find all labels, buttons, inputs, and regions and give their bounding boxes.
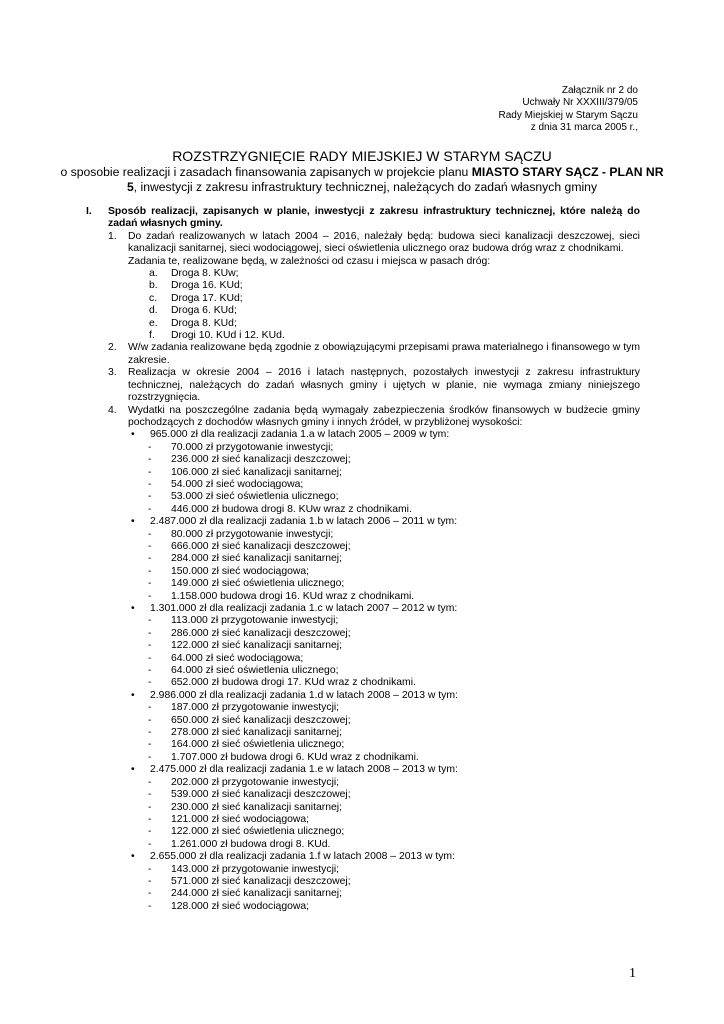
cost-line-text: 149.000 zł sieć oświetlenia ulicznego; — [171, 578, 345, 590]
dash-icon: - — [148, 578, 152, 590]
item-number: 4. — [108, 404, 117, 416]
road-text: Droga 8. KUw; — [171, 268, 239, 280]
section-heading — [86, 206, 640, 231]
dash-icon: - — [148, 888, 152, 900]
cost-line-text: 650.000 zł sieć kanalizacji deszczowej; — [171, 714, 351, 726]
dash-icon: - — [148, 615, 152, 627]
cost-line — [148, 467, 640, 479]
cost-group-head — [128, 516, 640, 528]
dash-icon: - — [148, 789, 152, 801]
dash-icon: - — [148, 826, 152, 838]
cost-line — [148, 529, 640, 541]
cost-line — [148, 442, 640, 454]
attachment-note — [499, 85, 638, 135]
cost-line-text: 286.000 zł sieć kanalizacji deszczowej; — [171, 627, 351, 639]
road-item — [149, 318, 640, 330]
cost-line — [148, 628, 640, 640]
cost-line — [148, 479, 640, 491]
dash-icon: - — [148, 590, 152, 602]
cost-line — [148, 839, 640, 851]
cost-line — [148, 888, 640, 900]
road-letter: c. — [149, 292, 158, 304]
road-text: Droga 8. KUd; — [171, 317, 237, 329]
cost-line — [148, 739, 640, 751]
road-text: Droga 6. KUd; — [171, 305, 237, 317]
dash-icon: - — [148, 528, 152, 540]
cost-line-text: 64.000 zł sieć wodociągowa; — [171, 652, 304, 664]
dash-icon: - — [148, 677, 152, 689]
dash-icon: - — [148, 640, 152, 652]
dash-icon: - — [148, 665, 152, 677]
cost-line — [148, 615, 640, 627]
cost-line-text: 539.000 zł sieć kanalizacji deszczowej; — [171, 789, 351, 801]
item-number: 2. — [108, 342, 117, 354]
item-text: Do zadań realizowanych w latach 2004 – 2016, należały będą: budowa sieci kanalizacji deszczowej, sieci kanalizacji sanitarnej, sieci wodociągowej, sieci oświetlenia ulicznego oraz budowa dróg wraz z chodnikami. — [128, 230, 640, 255]
cost-line-text: 121.000 zł sieć wodociągowa; — [171, 813, 310, 825]
cost-line-text: 284.000 zł sieć kanalizacji sanitarnej; — [171, 553, 342, 565]
dash-icon: - — [148, 875, 152, 887]
road-letter: f. — [149, 330, 155, 342]
cost-line — [148, 491, 640, 503]
dash-icon: - — [148, 454, 152, 466]
item-number: 1. — [108, 230, 117, 242]
section-title: Sposób realizacji, zapisanych w planie, inwestycji z zakresu infrastruktury technicznej, które należą do zadań własnych gminy. — [108, 206, 640, 230]
road-letter: e. — [149, 317, 158, 329]
cost-line — [148, 814, 640, 826]
cost-line-text: 1.261.000 zł budowa drogi 8. KUd. — [171, 838, 331, 850]
bullet-icon: • — [131, 429, 135, 441]
cost-line — [148, 553, 640, 565]
dash-icon: - — [148, 776, 152, 788]
dash-icon: - — [148, 727, 152, 739]
cost-group-text: 965.000 zł dla realizacji zadania 1.a w latach 2005 – 2009 w tym: — [150, 429, 450, 441]
cost-line-text: 571.000 zł sieć kanalizacji deszczowej; — [171, 875, 351, 887]
dash-icon: - — [148, 553, 152, 565]
road-letter: a. — [149, 268, 158, 280]
cost-line — [148, 665, 640, 677]
cost-group-head — [128, 429, 640, 441]
document-title: ROZSTRZYGNIĘCIE RADY MIEJSKIEJ W STARYM SĄCZU — [172, 148, 552, 164]
subtitle-plan-name: MIASTO STARY SĄCZ - PLAN NR 5 — [126, 165, 664, 194]
cost-line — [148, 702, 640, 714]
attachment-note-line: Rady Miejskiej w Starym Sączu — [498, 109, 638, 121]
road-item — [149, 280, 640, 292]
cost-line — [148, 789, 640, 801]
cost-group-text: 2.986.000 zł dla realizacji zadania 1.d w latach 2008 – 2013 w tym: — [150, 689, 458, 701]
cost-line-text: 278.000 zł sieć kanalizacji sanitarnej; — [171, 727, 342, 739]
dash-icon: - — [148, 751, 152, 763]
document-body — [86, 206, 640, 913]
bullet-icon: • — [131, 603, 135, 614]
cost-line-text: 113.000 zł przygotowanie inwestycji; — [171, 615, 339, 627]
dash-icon: - — [148, 466, 152, 478]
dash-icon: - — [148, 491, 152, 503]
cost-line — [148, 578, 640, 590]
bullet-icon: • — [131, 851, 135, 863]
dash-icon: - — [148, 739, 152, 751]
subtitle-text: o sposobie realizacji i zasadach finansowania zapisanych w projekcie planu — [60, 165, 472, 179]
cost-line — [148, 752, 640, 764]
dash-icon: - — [148, 900, 152, 912]
cost-line-text: 143.000 zł przygotowanie inwestycji; — [171, 863, 340, 875]
cost-line — [148, 876, 640, 888]
list-item — [108, 405, 640, 430]
cost-line-text: 244.000 zł sieć kanalizacji sanitarnej; — [171, 888, 342, 900]
bullet-icon: • — [131, 516, 135, 528]
cost-line — [148, 677, 640, 689]
cost-group-head — [128, 690, 640, 702]
cost-line-text: 652.000 zł budowa drogi 17. KUd wraz z chodnikami. — [171, 677, 416, 689]
cost-line — [148, 802, 640, 814]
cost-line-text: 53.000 zł sieć oświetlenia ulicznego; — [171, 491, 339, 503]
list-item — [108, 367, 640, 404]
cost-line — [148, 566, 640, 578]
dash-icon: - — [148, 652, 152, 664]
cost-line-text: 80.000 zł przygotowanie inwestycji; — [171, 528, 334, 540]
cost-line — [148, 653, 640, 665]
cost-line — [148, 504, 640, 516]
dash-icon: - — [148, 627, 152, 639]
cost-line — [148, 541, 640, 553]
cost-line-text: 1.158.000 budowa drogi 16. KUd wraz z chodnikami. — [171, 590, 415, 602]
cost-breakdown — [86, 429, 640, 913]
cost-line — [148, 901, 640, 913]
roads-list — [149, 268, 640, 342]
dash-icon: - — [148, 813, 152, 825]
cost-line-text: 150.000 zł sieć wodociągowa; — [171, 565, 310, 577]
road-item — [149, 293, 640, 305]
cost-group-text: 2.487.000 zł dla realizacji zadania 1.b w latach 2006 – 2011 w tym: — [150, 516, 458, 528]
dash-icon: - — [148, 478, 152, 490]
attachment-note-line: z dnia 31 marca 2005 r., — [530, 122, 638, 134]
cost-line-text: 236.000 zł sieć kanalizacji deszczowej; — [171, 454, 351, 466]
dash-icon: - — [148, 441, 152, 453]
cost-line-text: 1.707.000 zł budowa drogi 6. KUd wraz z chodnikami. — [171, 751, 419, 763]
cost-group-head — [128, 851, 640, 863]
item-text: Realizacja w okresie 2004 – 2016 i latach następnych, pozostałych inwestycji z zakresu infrastruktury technicznej, należących do zadań własnych gminy i ujętych w planie, nie wymaga zmiany niniejszego rozstrzygnięcia. — [128, 367, 640, 404]
cost-line-text: 666.000 zł sieć kanalizacji deszczowej; — [171, 540, 351, 552]
cost-line — [148, 591, 640, 603]
road-item — [149, 330, 640, 342]
road-letter: d. — [149, 305, 158, 317]
cost-line — [148, 777, 640, 789]
cost-group-head — [128, 603, 640, 615]
road-text: Drogi 10. KUd i 12. KUd. — [171, 330, 285, 342]
document-subtitle — [60, 165, 664, 195]
dash-icon: - — [148, 540, 152, 552]
cost-line-text: 70.000 zł przygotowanie inwestycji; — [171, 441, 334, 453]
dash-icon: - — [148, 838, 152, 850]
page-number: 1 — [629, 966, 636, 981]
cost-line — [148, 454, 640, 466]
bullet-icon: • — [131, 689, 135, 701]
cost-line — [148, 640, 640, 652]
cost-line-text: 106.000 zł sieć kanalizacji sanitarnej; — [171, 466, 342, 478]
cost-group-text: 2.475.000 zł dla realizacji zadania 1.e w latach 2008 – 2013 w tym: — [150, 764, 458, 776]
cost-line-text: 128.000 zł sieć wodociągowa; — [171, 900, 310, 912]
dash-icon: - — [148, 801, 152, 813]
cost-line-text: 64.000 zł sieć oświetlenia ulicznego; — [171, 665, 339, 677]
cost-line-text: 187.000 zł przygotowanie inwestycji; — [171, 702, 340, 714]
attachment-note-line: Załącznik nr 2 do — [561, 85, 638, 96]
attachment-note-line: Uchwały Nr XXXIII/379/05 — [522, 97, 638, 109]
road-letter: b. — [149, 280, 158, 292]
dash-icon: - — [148, 863, 152, 875]
cost-line — [148, 715, 640, 727]
cost-line-text: 122.000 zł sieć kanalizacji sanitarnej; — [171, 640, 342, 652]
cost-line-text: 164.000 zł sieć oświetlenia ulicznego; — [171, 739, 345, 751]
cost-group-text: 2.655.000 zł dla realizacji zadania 1.f w latach 2008 – 2013 w tym: — [150, 851, 455, 863]
road-item — [149, 305, 640, 317]
cost-line — [148, 826, 640, 838]
road-text: Droga 16. KUd; — [171, 280, 243, 292]
bullet-icon: • — [131, 764, 135, 776]
list-item — [108, 231, 640, 256]
dash-icon: - — [148, 503, 152, 515]
cost-line — [148, 864, 640, 876]
subtitle-text: , inwestycji z zakresu infrastruktury technicznej, należących do zadań własnych gminy — [133, 180, 598, 194]
cost-line — [148, 727, 640, 739]
cost-group-head — [128, 764, 640, 776]
road-item — [149, 268, 640, 280]
cost-line-text: 230.000 zł sieć kanalizacji sanitarnej; — [171, 801, 342, 813]
cost-line-text: 122.000 zł sieć oświetlenia ulicznego; — [171, 826, 345, 838]
list-item — [108, 342, 640, 367]
item-number: 3. — [108, 367, 117, 379]
road-text: Droga 17. KUd; — [171, 292, 243, 304]
cost-line-text: 446.000 zł budowa drogi 8. KUw wraz z chodnikami. — [171, 503, 412, 515]
dash-icon: - — [148, 565, 152, 577]
item-paragraph: Zadania te, realizowane będą, w zależności od czasu i miejsca w pasach dróg: — [128, 255, 491, 267]
item-text: W/w zadania realizowane będą zgodnie z obowiązującymi przepisami prawa materialnego i finansowego w tym zakresie. — [128, 342, 640, 366]
dash-icon: - — [148, 702, 152, 714]
cost-line-text: 202.000 zł przygotowanie inwestycji; — [171, 776, 340, 788]
dash-icon: - — [148, 714, 152, 726]
cost-group-text: 1.301.000 zł dla realizacji zadania 1.c w latach 2007 – 2012 w tym: — [150, 603, 458, 614]
cost-line-text: 54.000 zł sieć wodociągowa; — [171, 478, 304, 490]
item-text: Wydatki na poszczególne zadania będą wymagały zabezpieczenia środków finansowych w budżecie gminy pochodzących z dochodów własnych gminy i innych źródeł, w przybliżonej wysokości: — [128, 404, 640, 428]
section-number: I. — [86, 206, 92, 217]
